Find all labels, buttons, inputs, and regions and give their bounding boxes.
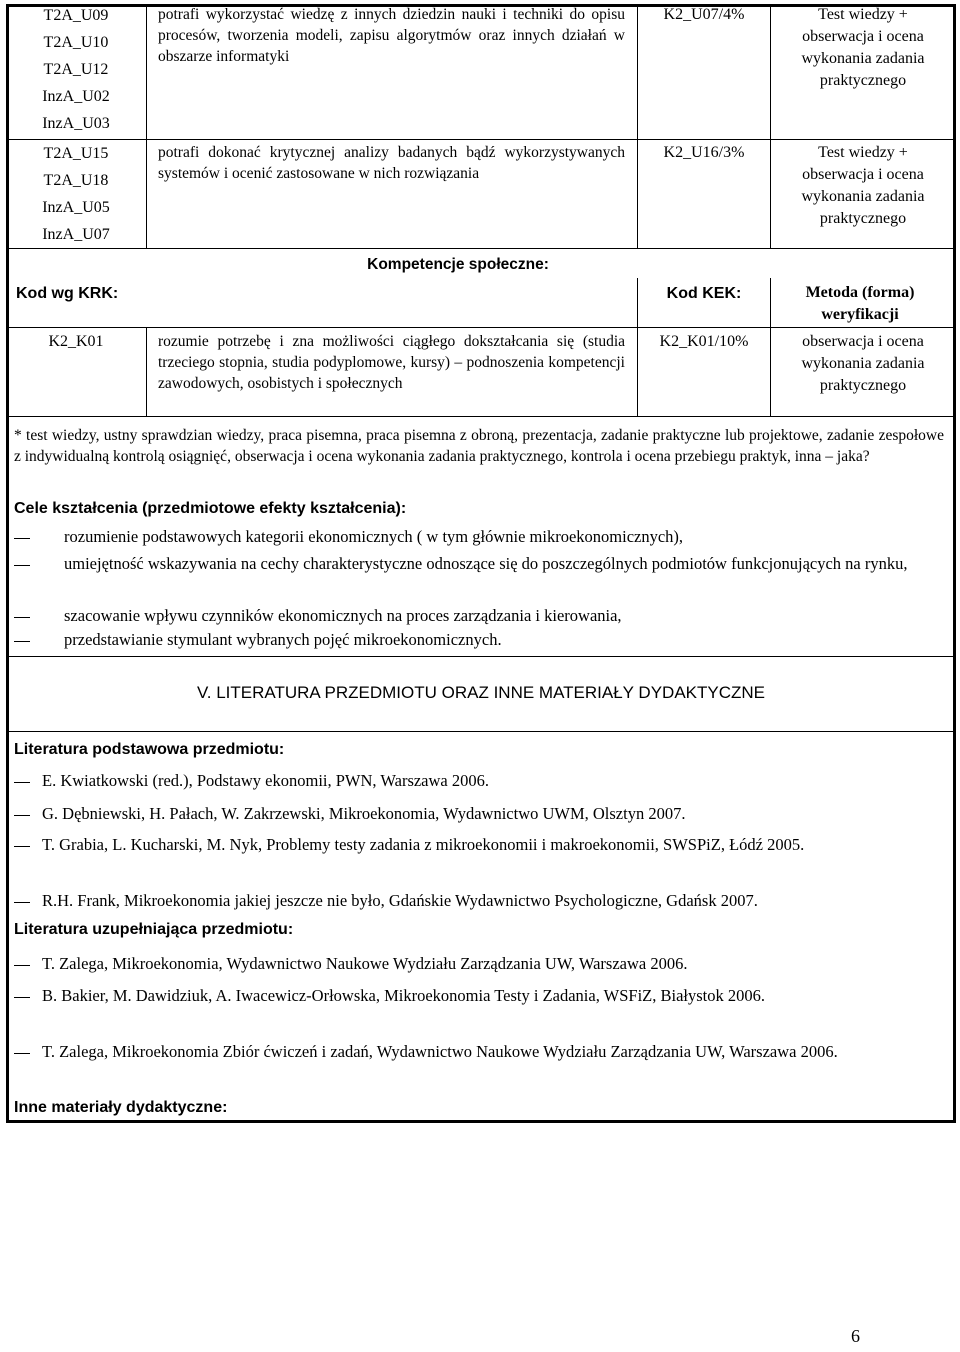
literature-item: T. Grabia, L. Kucharski, M. Nyk, Problemy testy zadania z mikroekonomii i makroekonomii, SWSPiZ, Łódź 2005. bbox=[42, 835, 805, 854]
literature-item: G. Dębniewski, H. Pałach, W. Zakrzewski, Mikroekonomia, Wydawnictwo UWM, Olsztyn 2007. bbox=[42, 804, 686, 823]
krk-code: K2_K01 bbox=[48, 333, 104, 350]
effect-description: potrafi wykorzystać wiedzę z innych dziedzin nauki i techniki do opisu procesów, tworzenia modeli, zapisu algorytmów oraz innych działań w obszarze informatyki bbox=[158, 6, 625, 65]
krk-codes bbox=[10, 140, 142, 248]
literature-item: T. Zalega, Mikroekonomia, Wydawnictwo Naukowe Wydziału Zarządzania UW, Warszawa 2006. bbox=[42, 954, 688, 973]
literature-item: E. Kwiatkowski (red.), Podstawy ekonomii, PWN, Warszawa 2006. bbox=[42, 771, 489, 790]
kek-code: K2_U07/4% bbox=[663, 6, 745, 23]
goal-item: przedstawianie stymulant wybranych pojęć mikroekonomicznych. bbox=[64, 630, 502, 649]
krk-code: InzA_U07 bbox=[42, 226, 110, 243]
krk-code: T2A_U12 bbox=[43, 61, 109, 78]
table-divider bbox=[6, 248, 953, 249]
dash-bullet bbox=[14, 902, 30, 903]
dash-bullet bbox=[14, 641, 30, 642]
social-competences-heading: Kompetencje społeczne: bbox=[367, 256, 549, 273]
literature-item: T. Zalega, Mikroekonomia Zbiór ćwiczeń i zadań, Wydawnictwo Naukowe Wydziału Zarządzania UW, Warszawa 2006. bbox=[42, 1042, 838, 1061]
literature-basic-heading: Literatura podstawowa przedmiotu: bbox=[14, 741, 285, 758]
effect-description: rozumie potrzebę i zna możliwości ciągłego dokształcania się (studia trzeciego stopnia, studia podyplomowe, kursy) – podnoszenia kompetencji zawodowych, osobistych i społecznych bbox=[158, 333, 625, 392]
krk-code: T2A_U09 bbox=[43, 7, 109, 24]
effect-description: potrafi dokonać krytycznej analizy badanych bądź wykorzystywanych systemów i ocenić zastosowane w nich rozwiązania bbox=[158, 144, 625, 182]
other-materials-heading: Inne materiały dydaktyczne: bbox=[14, 1099, 228, 1116]
table-divider bbox=[6, 416, 953, 417]
goal-item: umiejętność wskazywania na cechy charakterystyczne odnoszące się do poszczególnych podmiotów funkcjonujących na rynku, bbox=[64, 554, 908, 573]
dash-bullet bbox=[14, 815, 30, 816]
krk-code: T2A_U15 bbox=[43, 145, 109, 162]
literature-item: R.H. Frank, Mikroekonomia jakiej jeszcze nie było, Gdańskie Wydawnictwo Psychologiczne, Gdańsk 2007. bbox=[42, 891, 758, 910]
verification-method: Test wiedzy + obserwacja i ocena wykonania zadania praktycznego bbox=[801, 6, 925, 89]
page-number: 6 bbox=[851, 1326, 860, 1346]
dash-bullet bbox=[14, 965, 30, 966]
dash-bullet bbox=[14, 782, 30, 783]
goals-heading: Cele kształcenia (przedmiotowe efekty kształcenia): bbox=[14, 500, 407, 517]
krk-code: T2A_U18 bbox=[43, 172, 109, 189]
table-divider bbox=[637, 4, 638, 248]
goal-item: szacowanie wpływu czynników ekonomicznych na proces zarządzania i kierowania, bbox=[64, 606, 622, 625]
goal-item: rozumienie podstawowych kategorii ekonomicznych ( w tym głównie mikroekonomicznych), bbox=[64, 527, 684, 546]
krk-code: InzA_U03 bbox=[42, 115, 110, 132]
table-divider bbox=[6, 656, 953, 657]
dash-bullet bbox=[14, 846, 30, 847]
footnote: * test wiedzy, ustny sprawdzian wiedzy, praca pisemna, praca pisemna z obroną, prezentacja, zadanie praktyczne lub projektowe, zadanie zespołowe z indywidualną kontrolą osiągnięć, obserwacja i ocena wykonania zadania praktycznego, kontrola i ocena przebiegu praktyk, inna – jaka? bbox=[14, 427, 944, 465]
col-krk-header: Kod wg KRK: bbox=[16, 285, 119, 302]
col-kek-header: Kod KEK: bbox=[666, 285, 742, 302]
section-title: V. LITERATURA PRZEDMIOTU ORAZ INNE MATERIAŁY DYDAKTYCZNE bbox=[196, 683, 765, 702]
kek-code: K2_K01/10% bbox=[659, 333, 749, 350]
table-divider bbox=[146, 327, 147, 416]
table-divider bbox=[6, 731, 953, 732]
table-divider bbox=[6, 139, 953, 140]
dash-bullet bbox=[14, 1053, 30, 1054]
col-method-header: Metoda (forma) weryfikacji bbox=[805, 284, 915, 323]
dash-bullet bbox=[14, 997, 30, 998]
kek-code: K2_U16/3% bbox=[663, 144, 745, 161]
table-divider bbox=[6, 327, 953, 328]
krk-code: InzA_U05 bbox=[42, 199, 110, 216]
literature-extra-heading: Literatura uzupełniająca przedmiotu: bbox=[14, 921, 294, 938]
literature-item: B. Bakier, M. Dawidziuk, A. Iwacewicz-Orłowska, Mikroekonomia Testy i Zadania, WSFiZ, Białystok 2006. bbox=[42, 986, 765, 1005]
table-divider bbox=[770, 278, 771, 416]
krk-code: InzA_U02 bbox=[42, 88, 110, 105]
verification-method: Test wiedzy + obserwacja i ocena wykonania zadania praktycznego bbox=[801, 144, 925, 227]
dash-bullet bbox=[14, 538, 30, 539]
krk-codes bbox=[10, 2, 142, 137]
krk-code: T2A_U10 bbox=[43, 34, 109, 51]
dash-bullet bbox=[14, 565, 30, 566]
dash-bullet bbox=[14, 617, 30, 618]
table-divider bbox=[146, 4, 147, 248]
table-divider bbox=[770, 4, 771, 248]
verification-method: obserwacja i ocena wykonania zadania praktycznego bbox=[801, 333, 925, 394]
